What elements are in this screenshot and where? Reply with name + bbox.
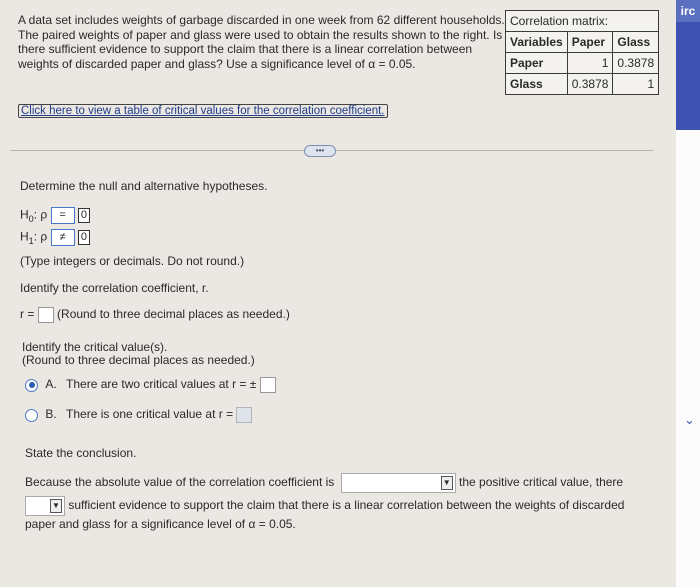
side-panel-tab[interactable]: irc bbox=[676, 0, 700, 22]
option-a[interactable] bbox=[25, 377, 276, 393]
table-header-variables: Variables bbox=[506, 32, 568, 53]
table-header-paper: Paper bbox=[567, 32, 613, 53]
option-b-letter: B. bbox=[45, 407, 57, 422]
h0-value-input[interactable]: 0 bbox=[78, 208, 90, 223]
option-b-radio[interactable] bbox=[25, 409, 38, 422]
chevron-down-icon[interactable]: ⌄ bbox=[684, 412, 695, 427]
rho-symbol: ρ bbox=[40, 229, 48, 244]
table-header-glass: Glass bbox=[613, 32, 659, 53]
h1-row: $H_1$: ρ ≠ 0 bbox=[20, 229, 90, 246]
chevron-down-icon: ▼ bbox=[50, 499, 62, 513]
conclusion-heading: State the conclusion. bbox=[25, 446, 137, 460]
critical-note: (Round to three decimal places as needed.) bbox=[22, 353, 255, 367]
expand-more-button[interactable]: ••• bbox=[304, 145, 336, 157]
conclusion-line-2 bbox=[25, 496, 624, 516]
hypotheses-heading: Determine the null and alternative hypotheses. bbox=[20, 179, 268, 193]
hypotheses-note: (Type integers or decimals. Do not round.) bbox=[20, 254, 245, 268]
option-b-text: There is one critical value at r = bbox=[66, 407, 234, 422]
rho-symbol: ρ bbox=[40, 207, 48, 222]
correlation-matrix-table bbox=[505, 10, 659, 95]
evidence-dropdown[interactable] bbox=[25, 496, 65, 516]
option-b[interactable] bbox=[25, 407, 252, 423]
coefficient-row bbox=[20, 307, 290, 323]
coefficient-input[interactable] bbox=[38, 307, 54, 323]
critical-heading: Identify the critical value(s). bbox=[22, 340, 168, 354]
cell-value: 1 bbox=[567, 53, 613, 74]
coefficient-note: (Round to three decimal places as needed.) bbox=[57, 307, 290, 322]
comparison-dropdown[interactable] bbox=[341, 473, 456, 493]
cell-value: 1 bbox=[613, 74, 659, 95]
h0-row: $H_0$: ρ = 0 bbox=[20, 207, 90, 224]
option-a-radio[interactable] bbox=[25, 379, 38, 392]
h1-label: H bbox=[20, 229, 29, 244]
conclusion-text-4: paper and glass for a significance level of α = 0.05. bbox=[25, 517, 296, 531]
conclusion-line-1 bbox=[25, 473, 623, 493]
table-row bbox=[506, 74, 659, 95]
table-row bbox=[506, 53, 659, 74]
row-label: Glass bbox=[506, 74, 568, 95]
h1-operator-select[interactable]: ≠ bbox=[51, 229, 75, 246]
h0-subscript: 0 bbox=[28, 214, 34, 225]
conclusion-text-2: the positive critical value, there bbox=[459, 475, 624, 490]
h1-value-input[interactable]: 0 bbox=[78, 230, 90, 245]
h0-label: H bbox=[20, 207, 29, 222]
h0-operator-select[interactable]: = bbox=[51, 207, 75, 224]
row-label: Paper bbox=[506, 53, 568, 74]
cell-value: 0.3878 bbox=[567, 74, 613, 95]
conclusion-text-3: sufficient evidence to support the claim that there is a linear correlation between the weights of discarded bbox=[68, 498, 625, 513]
critical-values-link[interactable]: Click here to view a table of critical values for the correlation coefficient. bbox=[18, 104, 388, 118]
coefficient-label: r = bbox=[20, 307, 35, 322]
conclusion-text-1: Because the absolute value of the correlation coefficient is bbox=[25, 475, 335, 490]
side-panel-bar bbox=[676, 22, 700, 130]
option-a-text: There are two critical values at r = ± bbox=[66, 377, 257, 392]
option-a-input[interactable] bbox=[260, 377, 276, 393]
option-a-letter: A. bbox=[45, 377, 57, 392]
cell-value: 0.3878 bbox=[613, 53, 659, 74]
problem-statement: A data set includes weights of garbage discarded in one week from 62 different households. The paired weights of paper and glass were used to obtain the results shown to the right. Is there sufficient evidence to support the claim that there is a linear correlation between weights of discarded paper and glass? Use a significance level of α = 0.05. bbox=[18, 13, 505, 71]
h1-subscript: 1 bbox=[28, 236, 34, 247]
chevron-down-icon: ▼ bbox=[441, 476, 453, 490]
side-panel-strip bbox=[676, 130, 700, 587]
coefficient-heading: Identify the correlation coefficient, r. bbox=[20, 281, 209, 295]
option-b-input[interactable] bbox=[236, 407, 252, 423]
table-caption: Correlation matrix: bbox=[506, 11, 659, 32]
